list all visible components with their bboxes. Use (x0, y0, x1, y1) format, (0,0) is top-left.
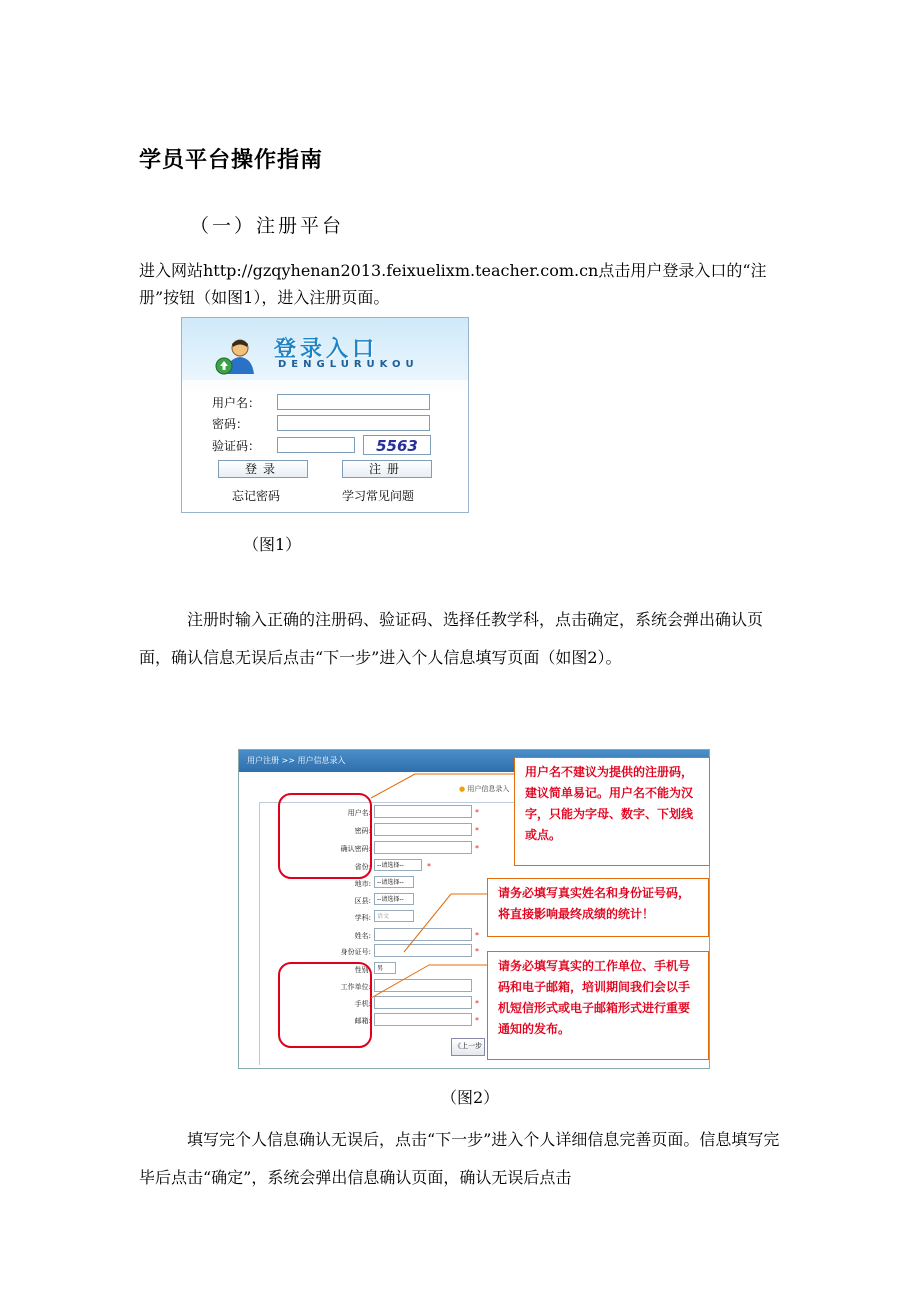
next-step-paragraph: 填写完个人信息确认无误后，点击“下一步”进入个人详细信息完善页面。信息填写完毕后点击“确定”，系统会弹出信息确认页面，确认无误后点击 (139, 1130, 780, 1187)
subject-select[interactable]: 语文 (374, 910, 414, 922)
gender-select[interactable]: 男 (374, 962, 396, 974)
username-field-label: 用户名: (347, 809, 371, 817)
faq-link[interactable]: 学习常见问题 (342, 489, 415, 503)
figure2-caption: （图2） (441, 1088, 500, 1107)
login-button[interactable]: 登录 (218, 460, 308, 478)
required-mark: * (427, 862, 431, 871)
figure1-caption: （图1） (243, 535, 302, 554)
city-select[interactable]: --请选择-- (374, 876, 414, 888)
intro-paragraph: 进入网站http://gzqyhenan2013.feixuelixm.teacher.com.cn点击用户登录入口的“注册”按钮（如图1），进入注册页面。 (139, 261, 767, 307)
highlight-ring-account (279, 794, 371, 878)
password-label: 密码： (212, 417, 249, 431)
mobile-label: 手机: (354, 1000, 371, 1008)
username-label: 用户名： (212, 396, 261, 410)
district-select[interactable]: --请选择-- (374, 893, 414, 905)
callout2-leader (404, 894, 451, 952)
district-label: 区县: (354, 897, 371, 905)
email-label: 邮箱: (354, 1017, 371, 1025)
login-panel-figure (181, 317, 469, 513)
callout-contact-info: 请务必填写真实的工作单位、手机号码和电子邮箱，培训期间我们会以手机短信形式或电子邮箱形式进行重要通知的发布。 (487, 951, 709, 1060)
forgot-password-link[interactable]: 忘记密码 (232, 489, 281, 503)
callout1-leader (371, 774, 415, 798)
section-title: （一）注册平台 (190, 215, 345, 237)
registration-paragraph: 注册时输入正确的注册码、验证码、选择任教学科，点击确定，系统会弹出确认页面，确认信息无误后点击“下一步”进入个人信息填写页面（如图2）。 (139, 610, 764, 667)
highlight-ring-contact (279, 963, 371, 1047)
required-mark: * (475, 999, 479, 1008)
callout-username: 用户名不建议为提供的注册码，建议简单易记。用户名不能为汉字，只能为字母、数字、下划线或点。 (514, 757, 710, 866)
captcha-image: 5563 (363, 435, 431, 455)
password-field-label: 密码: (354, 827, 371, 835)
name-label: 姓名: (354, 932, 371, 940)
user-avatar-icon (214, 336, 254, 376)
province-label: 省份: (354, 863, 371, 871)
id-number-label: 身份证号: (340, 948, 371, 956)
username-input[interactable] (277, 394, 430, 410)
login-title: 登录入口 (274, 337, 379, 362)
page-heading: 学员平台操作指南 (139, 148, 324, 173)
required-mark: * (475, 826, 479, 835)
gender-label: 性别: (354, 966, 371, 974)
required-mark: * (475, 931, 479, 940)
callout3-leader (371, 965, 429, 998)
form-subtitle: ● 用户信息录入 (459, 785, 510, 793)
required-mark: * (475, 844, 479, 853)
captcha-input[interactable] (277, 437, 355, 453)
bullet-icon: ● (459, 785, 466, 793)
register-button[interactable]: 注册 (342, 460, 432, 478)
login-pinyin: DENGLURUKOU (278, 359, 419, 370)
required-mark: * (475, 808, 479, 817)
confirm-password-label: 确认密码: (340, 845, 371, 853)
city-label: 地市: (354, 880, 371, 888)
subject-label: 学科: (354, 914, 371, 922)
breadcrumb: 用户注册 >> 用户信息录入 (239, 750, 709, 772)
captcha-label: 验证码： (212, 439, 261, 453)
work-unit-label: 工作单位: (340, 983, 371, 991)
required-mark: * (475, 1016, 479, 1025)
required-mark: * (475, 947, 479, 956)
prev-step-button[interactable]: 《上一步 (451, 1038, 485, 1056)
province-select[interactable]: --请选择-- (374, 859, 422, 871)
callout-real-name: 请务必填写真实姓名和身份证号码，将直接影响最终成绩的统计！ (487, 878, 709, 937)
password-input[interactable] (277, 415, 430, 431)
